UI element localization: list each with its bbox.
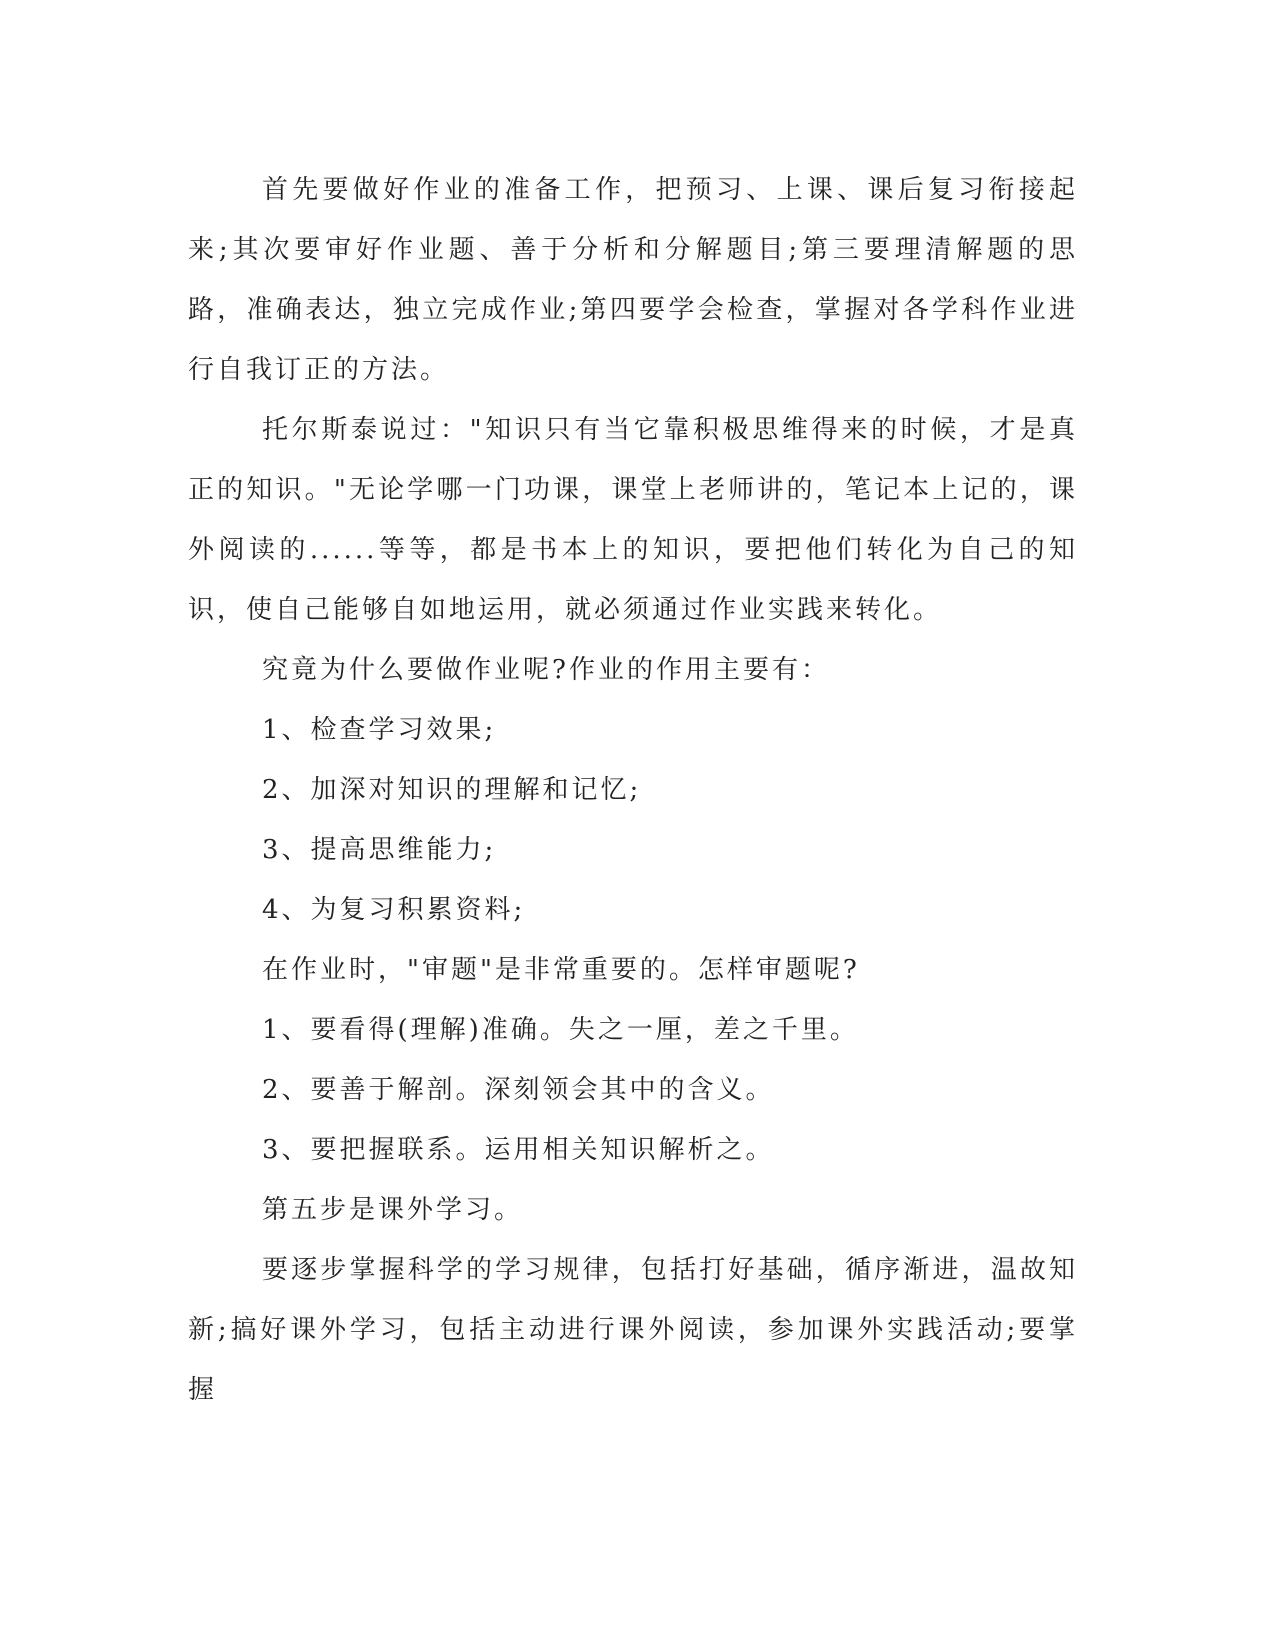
list-item-role-4: 4、为复习积累资料; — [262, 895, 526, 925]
document-body — [188, 160, 1078, 1420]
paragraph-homework-preparation: 首先要做好作业的准备工作，把预习、上课、课后复习衔接起来;其次要审好作业题、善于分析和分解题目;第三要理清解题的思路，准确表达，独立完成作业;第四要学会检查，掌握对各学科作业进行自我订正的方法。 — [188, 175, 1078, 385]
list-item-role-1: 1、检查学习效果; — [262, 715, 497, 745]
paragraph-study-rules: 要逐步掌握科学的学习规律，包括打好基础，循序渐进，温故知新;搞好课外学习，包括主动进行课外阅读，参加课外实践活动;要掌握 — [188, 1255, 1078, 1405]
paragraph-tolstoy-quote: 托尔斯泰说过："知识只有当它靠积极思维得来的时候，才是真正的知识。"无论学哪一门功课，课堂上老师讲的，笔记本上记的，课外阅读的......等等，都是书本上的知识，要把他们转化为自己的知识，使自己能够自如地运用，就必须通过作业实践来转化。 — [188, 415, 1078, 625]
question-how-review: 在作业时，"审题"是非常重要的。怎样审题呢? — [262, 955, 860, 985]
list-item-review-3: 3、要把握联系。运用相关知识解析之。 — [262, 1135, 775, 1165]
question-why-homework: 究竟为什么要做作业呢?作业的作用主要有： — [262, 655, 830, 685]
list-item-review-2: 2、要善于解剖。深刻领会其中的含义。 — [262, 1075, 775, 1105]
list-item-role-2: 2、加深对知识的理解和记忆; — [262, 775, 642, 805]
list-item-role-3: 3、提高思维能力; — [262, 835, 497, 865]
step-five-heading: 第五步是课外学习。 — [262, 1195, 524, 1225]
list-item-review-1: 1、要看得(理解)准确。失之一厘，差之千里。 — [262, 1015, 859, 1045]
